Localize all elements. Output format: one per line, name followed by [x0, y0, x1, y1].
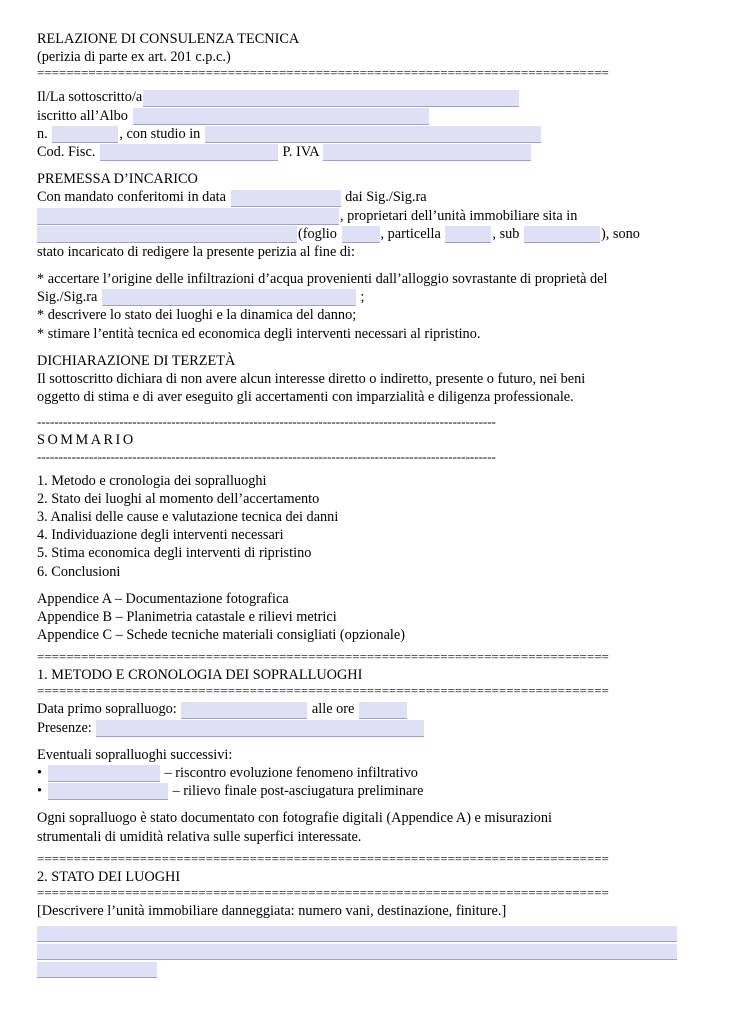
separator-rule: ============================================================================== — [37, 884, 609, 900]
property-address-field[interactable] — [37, 226, 297, 243]
partita-iva-field[interactable] — [323, 144, 531, 161]
particella-label: , particella — [380, 225, 441, 242]
description-field-line-2[interactable] — [37, 944, 677, 960]
particella-field[interactable] — [445, 226, 491, 243]
dashed-rule: ---------------------------------------------------------------------------------------------------------- — [37, 448, 496, 464]
owners-line — [37, 207, 697, 225]
n-label: n. — [37, 125, 48, 142]
separator-rule: ============================================================================== — [37, 649, 609, 665]
mandate-line — [37, 188, 697, 206]
toc-item: 4. Individuazione degli interventi necessari — [37, 527, 284, 544]
studio-label: , con studio in — [119, 125, 201, 142]
cadastral-line — [37, 225, 697, 243]
presenze-label: Presenze: — [37, 719, 92, 736]
appendix-item: Appendice B – Planimetria catastale e rilievi metrici — [37, 608, 337, 625]
clients-field[interactable] — [37, 208, 339, 225]
time-label: alle ore — [311, 701, 355, 718]
upstairs-owner-label: Sig./Sig.ra — [37, 289, 98, 306]
purpose-line: stato incaricato di redigere la presente perizia al fine di: — [37, 243, 355, 260]
toc-item: 5. Stima economica degli interventi di ripristino — [37, 545, 312, 562]
purpose-bullet-1-owner — [37, 288, 697, 306]
signer-line — [37, 88, 697, 106]
purpose-bullet-3: * stimare l’entità tecnica ed economica degli interventi necessari al ripristino. — [37, 325, 481, 342]
documentation-note-2: strumentali di umidità relativa sulle superfici interessate. — [37, 828, 362, 845]
section-1-heading: 1. METODO E CRONOLOGIA DEI SOPRALLUOGHI — [37, 667, 363, 684]
later-visit-2-date-field[interactable] — [48, 783, 168, 800]
later-visit-1-date-field[interactable] — [48, 765, 160, 782]
section-2-hint: [Descrivere l’unità immobiliare danneggiata: numero vani, destinazione, finiture.] — [37, 902, 507, 919]
sub-label: , sub — [492, 225, 520, 242]
upstairs-owner-field[interactable] — [102, 289, 356, 306]
mandate-date-field[interactable] — [231, 190, 341, 207]
document-subtitle: (perizia di parte ex art. 201 c.p.c.) — [37, 49, 231, 66]
description-field-line-1[interactable] — [37, 926, 677, 942]
terzeta-line-1: Il sottoscritto dichiara di non avere alcun interesse diretto o indiretto, presente o futuro, nei beni — [37, 371, 586, 387]
codice-fiscale-field[interactable] — [100, 144, 278, 161]
mandate-date-label: Con mandato conferitomi in data — [37, 189, 226, 206]
documentation-note-1: Ogni sopralluogo è stato documentato con fotografie digitali (Appendice A) e misurazioni — [37, 810, 552, 827]
foglio-field[interactable] — [342, 226, 380, 243]
presenze-field[interactable] — [96, 720, 424, 737]
first-visit-date-field[interactable] — [181, 702, 307, 719]
cf-label: Cod. Fisc. — [37, 143, 96, 160]
terzeta-line-2: oggetto di stima e di aver eseguito gli accertamenti con imparzialità e diligenza professionale. — [37, 389, 574, 406]
later-visit-1-label: – riscontro evoluzione fenomeno infiltrativo — [164, 765, 418, 781]
purpose-bullet-1: * accertare l’origine delle infiltrazioni d’acqua provenienti dall’alloggio sovrastante di proprietà del — [37, 271, 608, 288]
sub-field[interactable] — [524, 226, 600, 243]
bullet: • — [37, 765, 43, 781]
clients-label: dai Sig./Sig.ra — [345, 189, 427, 206]
toc-item: 6. Conclusioni — [37, 563, 121, 580]
later-visits-label: Eventuali sopralluoghi successivi: — [37, 746, 233, 763]
later-visit-1 — [37, 764, 697, 782]
first-visit-label: Data primo sopralluogo: — [37, 701, 177, 718]
studio-field[interactable] — [205, 126, 541, 143]
document-title: RELAZIONE DI CONSULENZA TECNICA — [37, 31, 300, 47]
sono-label: ), sono — [601, 225, 640, 242]
toc-item: 2. Stato dei luoghi al momento dell’accertamento — [37, 490, 320, 507]
separator-rule: ============================================================================== — [37, 850, 609, 866]
separator-rule: ============================================================================== — [37, 65, 609, 81]
appendix-item: Appendice A – Documentazione fotografica — [37, 590, 289, 607]
foglio-label: (foglio — [298, 225, 337, 242]
dashed-rule: ---------------------------------------------------------------------------------------------------------- — [37, 414, 496, 430]
premessa-heading: PREMESSA D’INCARICO — [37, 171, 198, 188]
appendix-item: Appendice C – Schede tecniche materiali consigliati (opzionale) — [37, 627, 406, 644]
albo-label: iscritto all’Albo — [37, 107, 128, 124]
signer-name-field[interactable] — [143, 90, 519, 107]
section-2-heading: 2. STATO DEI LUOGHI — [37, 868, 181, 885]
first-visit-time-field[interactable] — [359, 702, 407, 719]
albo-field[interactable] — [133, 108, 429, 125]
later-visit-2 — [37, 782, 697, 800]
document-content — [37, 30, 697, 980]
toc-item: 1. Metodo e cronologia dei sopralluoghi — [37, 472, 267, 489]
sommario-heading: SOMMARIO — [37, 432, 136, 449]
description-field-line-3[interactable] — [37, 962, 157, 978]
separator-rule: ============================================================================== — [37, 683, 609, 699]
albo-number-field[interactable] — [52, 126, 118, 143]
bullet: • — [37, 783, 43, 800]
first-visit-line — [37, 700, 697, 718]
terzeta-heading: DICHIARAZIONE DI TERZETÀ — [37, 352, 236, 369]
semicolon: ; — [360, 289, 365, 306]
purpose-bullet-2: * descrivere lo stato dei luoghi e la dinamica del danno; — [37, 307, 357, 324]
signer-label: Il/La sottoscritto/a — [37, 89, 143, 106]
studio-line — [37, 125, 697, 143]
piva-label: P. IVA — [282, 143, 319, 160]
presenze-line — [37, 719, 697, 737]
fiscal-line — [37, 143, 697, 161]
later-visit-2-label: – rilievo finale post-asciugatura preliminare — [172, 783, 424, 800]
toc-item: 3. Analisi delle cause e valutazione tecnica dei danni — [37, 508, 339, 525]
property-label: , proprietari dell’unità immobiliare sita in — [340, 207, 578, 224]
albo-line — [37, 107, 697, 125]
